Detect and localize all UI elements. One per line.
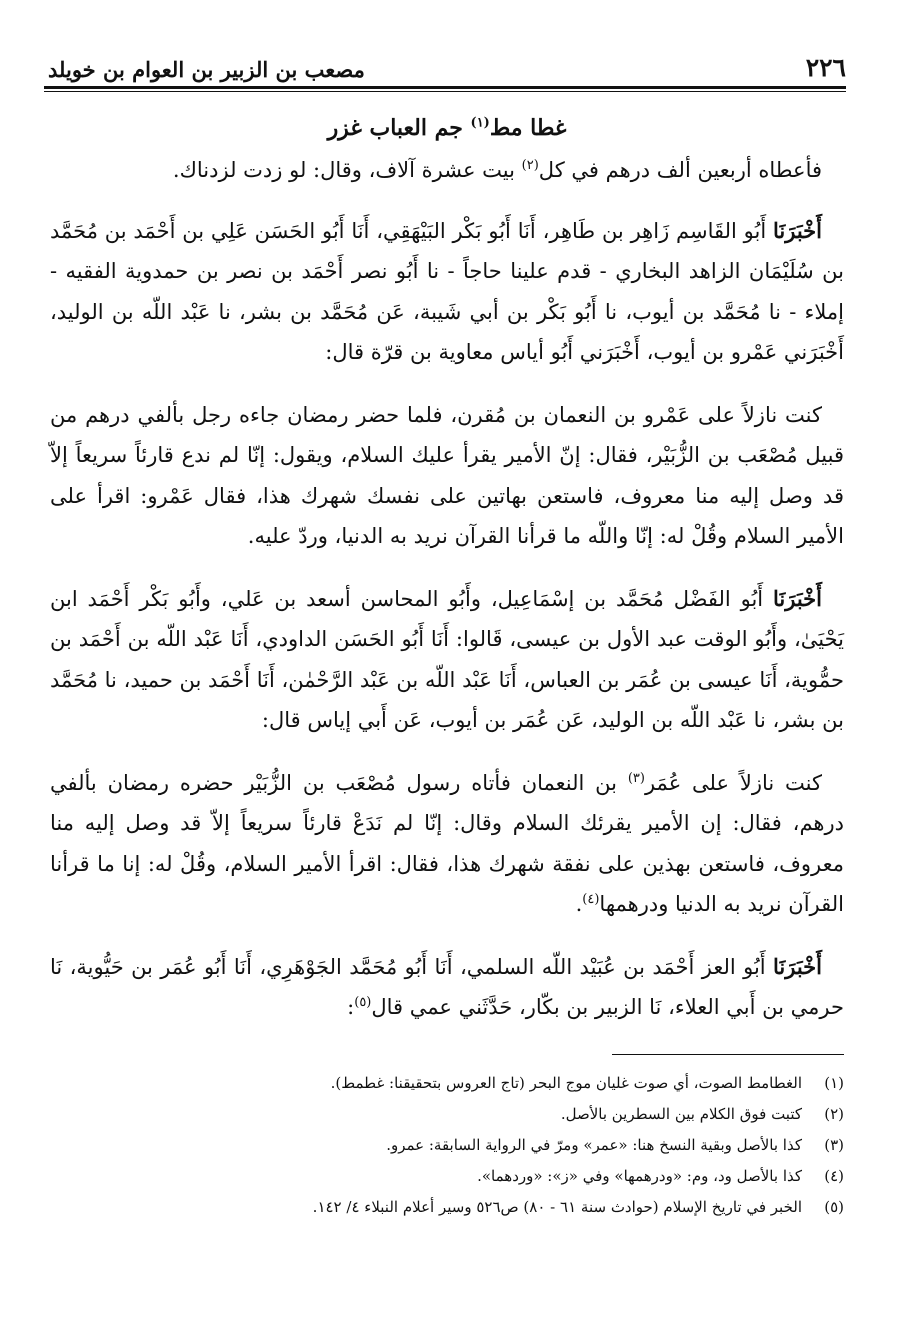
footnote-number: (٥) <box>824 1198 844 1216</box>
paragraph-text: كنت نازلاً على عُمَر <box>644 770 822 795</box>
paragraph-2 <box>50 211 844 373</box>
footnote-number: (٢) <box>824 1105 844 1123</box>
footnote-text: الغطامط الصوت، أي صوت غليان موج البحر (تاج العروس بتحقيقنا: غطمط). <box>330 1074 802 1092</box>
verse-text-start: غطا مط <box>489 115 567 141</box>
paragraph-text: أَبُو القَاسِم زَاهِر بن طَاهِر، أَنَا أَبُو بَكْر البَيْهَقِي، أَنَا أَبُو الحَسَن عَلِي بن أَحْمَد بن مُحَمَّد بن سُلَيْمَان الزاهد البخاري - قدم علينا حاجاً - نا أَبُو نصر أَحْمَد بن نصر بن حمدوية الفقيه - إملاء - نا مُحَمَّد بن أيوب، نا أَبُو بَكْر بن أبي شَيبة، عَن مُحَمَّد بن بشر، نا عَبْد اللّه بن الوليد، أَخْبَرَني عَمْرو بن أيوب، أَخْبَرَني أَبُو أياس معاوية بن قرّة قال: <box>50 218 844 364</box>
footnote-number: (٣) <box>824 1136 844 1154</box>
footnote-3 <box>60 1130 844 1161</box>
footnote-ref-3: (٣) <box>627 770 645 786</box>
paragraph-6 <box>50 947 844 1028</box>
paragraph-3 <box>50 395 844 557</box>
footnote-ref-5: (٥) <box>354 995 372 1010</box>
main-text <box>50 108 844 1050</box>
paragraph-1 <box>50 150 844 191</box>
running-title: مصعب بن الزبير بن العوام بن خويلد <box>48 57 365 82</box>
header-rule <box>44 86 846 92</box>
paragraph-text: فأعطاه أربعين ألف درهم في كل <box>538 158 822 182</box>
verse-text-end: جم العباب غزر <box>327 115 471 141</box>
isnad-lead-word: أَخْبَرَنَا <box>773 217 822 243</box>
footnote-text: كذا بالأصل ود، وم: «ودرهمها» وفي «ز»: «وردهما». <box>477 1167 802 1185</box>
paragraph-text: أَبُو الفَضْل مُحَمَّد بن إسْمَاعِيل، وأَبُو المحاسن أسعد بن عَلي، وأَبُو بَكْر أَحْمَد ابن يَحْيَىٰ، وأَبُو الوقت عبد الأول بن عيسى، قَالوا: أَنَا أَبُو الحَسَن الداودي، أَنَا عَبْد اللّه بن أَحْمَد بن حمُّوية، أَنَا عيسى بن عُمَر بن العباس، أَنَا عَبْد اللّه بن عَبْد الرَّحْمٰن، أَنَا أَحْمَد بن حميد، نا مُحَمَّد بن بشر، نا عَبْد اللّه بن الوليد، عَن عُمَر بن أيوب، عَن أَبي إياس قال: <box>50 586 844 732</box>
paragraph-text: كنت نازلاً على عَمْرو بن النعمان بن مُقرن، فلما حضر رمضان جاءه رجل بألفي درهم من قبيل مُصْعَب بن الزُّبَيْر، فقال: إنّ الأمير يقرأ عليك السلام، ويقول: إنّا لم ندع قارئاً سريعاً إلاّ قد وصل إليه منا معروف، فاستعن بهاتين على نفسك شهرك هذا، فقال عَمْرو: اقرأ على الأمير السلام وقُلْ له: إنّا واللّه ما قرأنا القرآن نريد به الدنيا، وردّ عليه. <box>50 402 844 548</box>
footnote-number: (٤) <box>824 1167 844 1185</box>
footnote-2 <box>60 1099 844 1130</box>
page-header <box>48 42 846 82</box>
paragraph-text: . <box>575 892 583 916</box>
footnote-ref-1: (١) <box>470 115 490 131</box>
footnote-4 <box>60 1161 844 1192</box>
footnotes <box>60 1068 844 1223</box>
paragraph-text: أَبُو العز أَحْمَد بن عُبَيْد اللّه السلمي، أَنَا أَبُو مُحَمَّد الجَوْهَرِي، أَنَا أَبُو عُمَر بن حَيُّوية، نَا حرمي بن أَبي العلاء، نَا الزبير بن بكّار، حَدَّثَني عمي قال <box>50 954 844 1019</box>
footnote-ref-4: (٤) <box>582 892 600 907</box>
footnote-text: كتبت فوق الكلام بين السطرين بالأصل. <box>560 1105 802 1123</box>
footnote-number: (١) <box>824 1074 844 1092</box>
paragraph-text: بن النعمان فأتاه رسول مُصْعَب بن الزُّبَيْر حضره رمضان بألفي درهم، فقال: إن الأمير يقرئك السلام وقال: إنّا لم نَدَعْ قارئاً سريعاً إلاّ قد وصل إليه منا معروف، فاستعن بهذين على نفقة شهرك هذا، فقال: اقرأ الأمير السلام، وقُلْ له: إنا ما قرأنا القرآن نريد به الدنيا ودرهمها <box>50 770 844 916</box>
isnad-lead-word: أَخْبَرَنَا <box>773 585 822 611</box>
paragraph-5 <box>50 763 844 925</box>
footnote-text: الخبر في تاريخ الإسلام (حوادث سنة ٦١ - ٨٠) ص٥٢٦ وسير أعلام النبلاء ٤/ ١٤٢. <box>312 1198 802 1216</box>
footnote-ref-2: (٢) <box>521 158 539 173</box>
isnad-lead-word: أَخْبَرَنَا <box>773 953 822 979</box>
page-number: ٢٢٦ <box>805 53 846 82</box>
paragraph-text: : <box>347 995 355 1019</box>
verse-line <box>50 108 844 148</box>
footnote-text: كذا بالأصل وبقية النسخ هنا: «عمر» ومرّ في الرواية السابقة: عمرو. <box>386 1136 802 1154</box>
footnote-1 <box>60 1068 844 1099</box>
footnote-5 <box>60 1192 844 1223</box>
paragraph-text: بيت عشرة آلاف، وقال: لو زدت لزدناك. <box>172 158 522 182</box>
footnote-separator <box>612 1054 844 1055</box>
paragraph-4 <box>50 579 844 741</box>
